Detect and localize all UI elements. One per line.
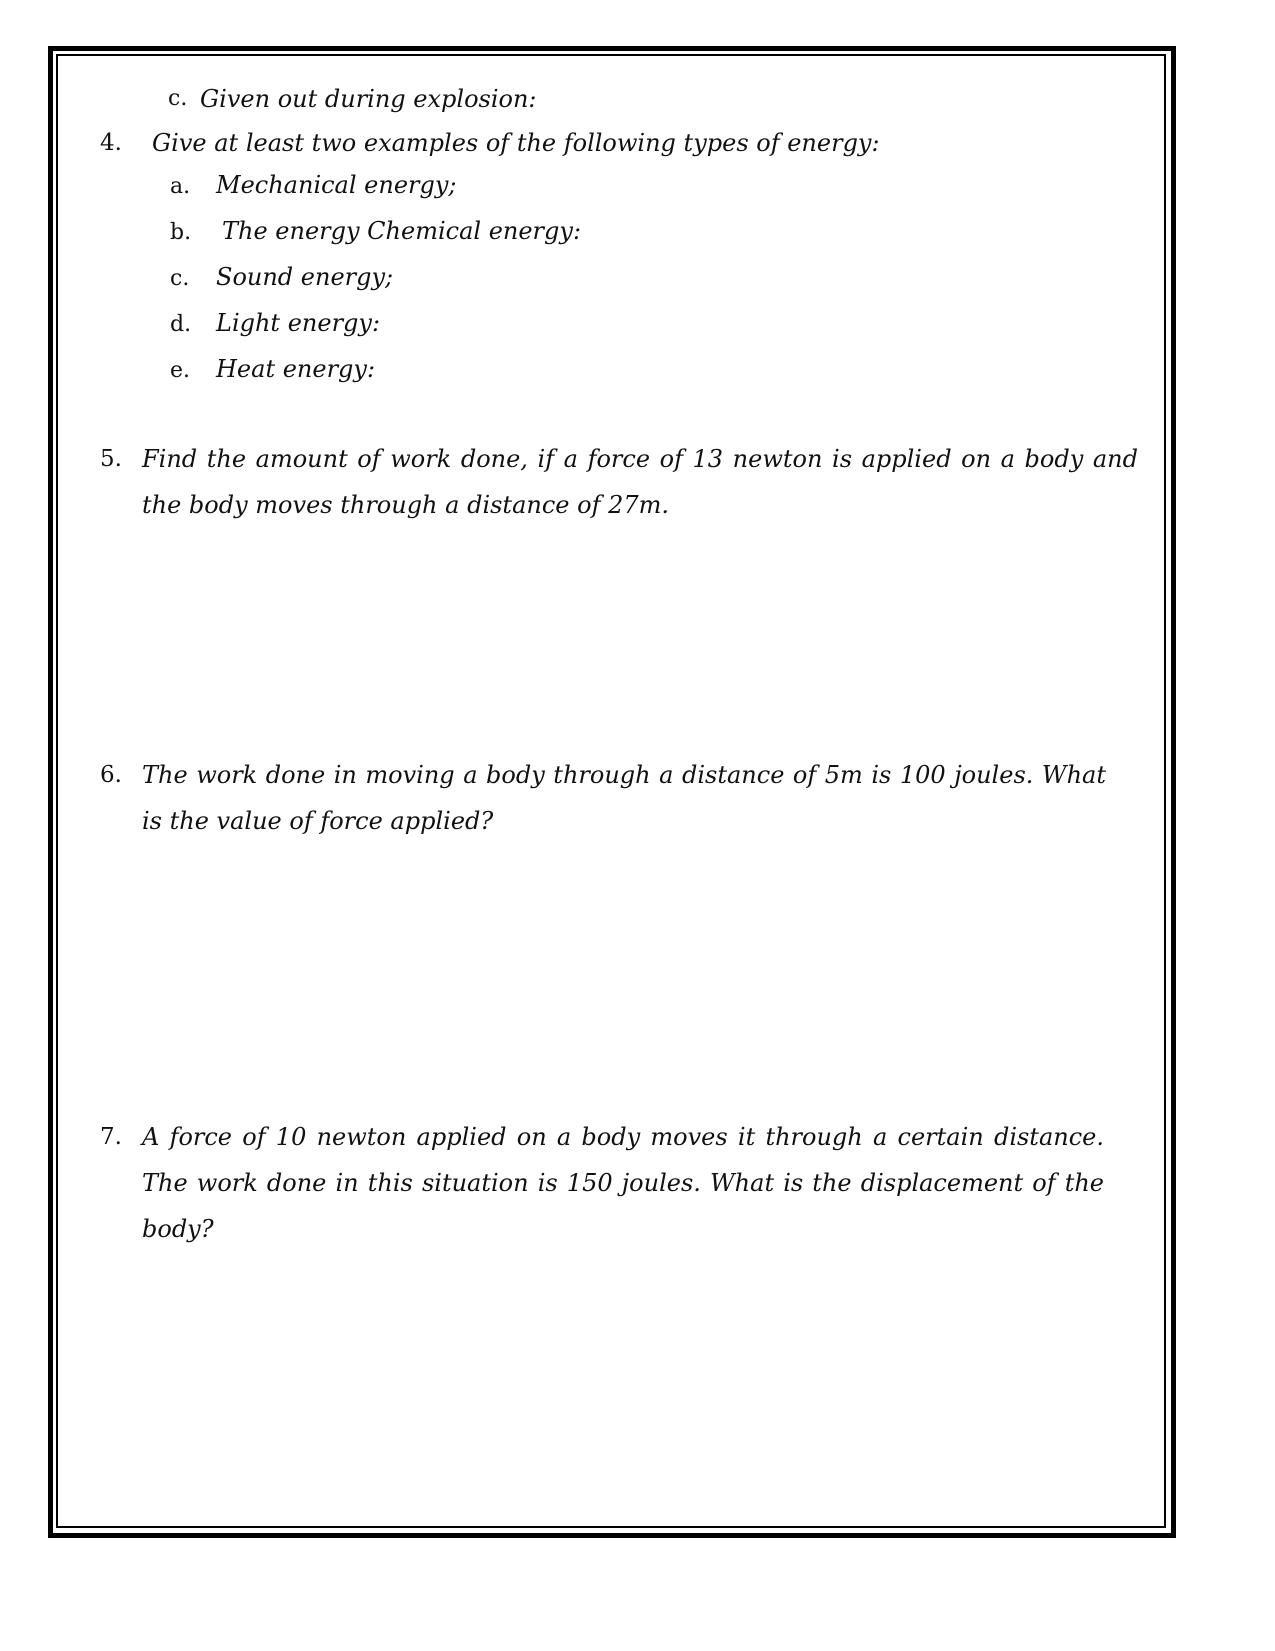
item-text: Light energy:	[216, 309, 381, 337]
item-text: Given out during explosion:	[200, 85, 537, 113]
question-number: 4.	[100, 130, 122, 156]
item-text: Heat energy:	[216, 355, 376, 383]
item-text: Mechanical energy;	[216, 171, 457, 199]
item-letter: c.	[168, 86, 188, 111]
question-number: 5.	[100, 446, 122, 472]
item-text: The energy Chemical energy:	[222, 217, 582, 245]
question-number: 6.	[100, 762, 122, 788]
question-text: Give at least two examples of the following types of energy:	[152, 129, 880, 157]
item-letter: c.	[170, 266, 190, 291]
item-letter: d.	[170, 312, 192, 337]
question-text: A force of 10 newton applied on a body moves it through a certain distance. The work done in this situation is 150 joules. What is the displacement of the body?	[142, 1123, 1104, 1243]
item-letter: e.	[170, 358, 191, 383]
question-text: Find the amount of work done, if a force of 13 newton is applied on a body and the body moves through a distance of 27m.	[142, 445, 1138, 519]
item-text: Sound energy;	[216, 263, 394, 291]
question-number: 7.	[100, 1124, 122, 1150]
question-text: The work done in moving a body through a distance of 5m is 100 joules. What is the value of force applied?	[142, 761, 1106, 835]
item-letter: b.	[170, 220, 192, 245]
item-letter: a.	[170, 174, 191, 199]
